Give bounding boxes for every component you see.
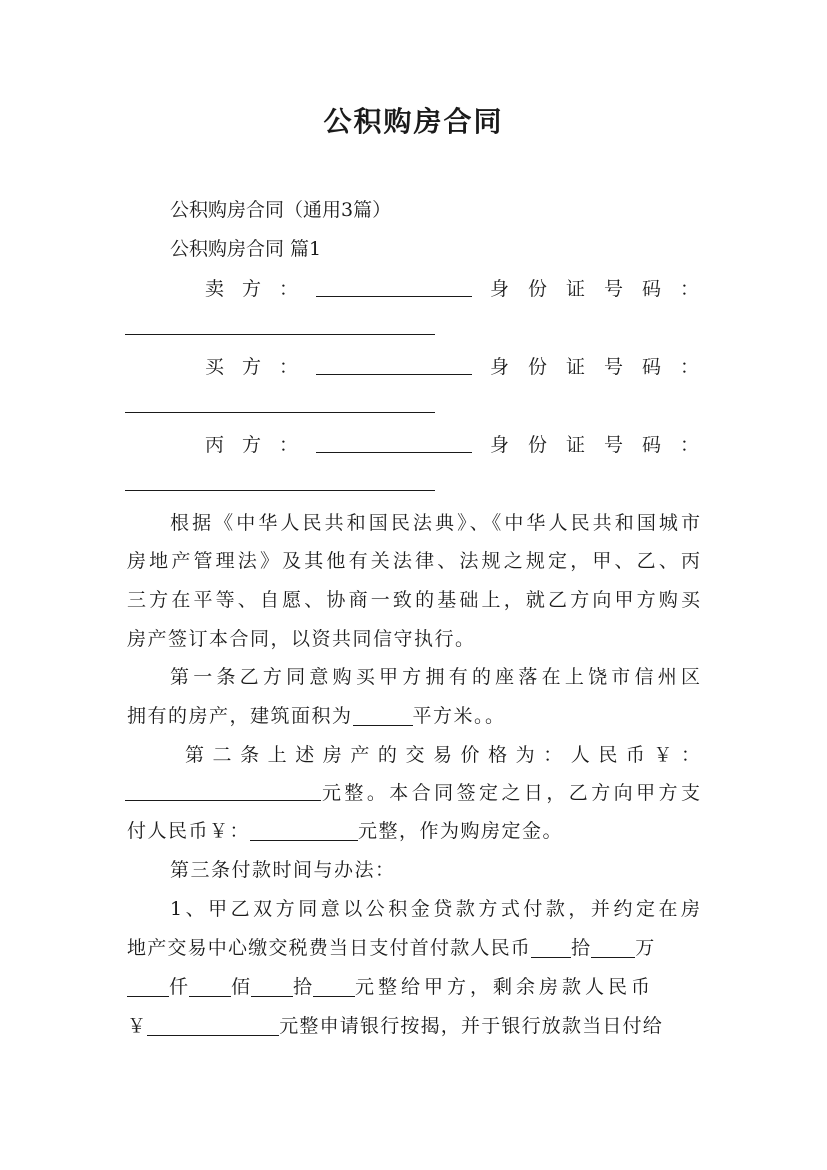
article1-area-suffix: 平方米。。 — [412, 705, 506, 727]
article2-line-1: 第二条上述房产的交易价格为：人民币￥： — [185, 744, 700, 766]
article3-blank-bai — [189, 976, 231, 997]
party-buyer-id-blank — [125, 412, 435, 413]
article2-deposit-prefix: 付人民币￥： — [127, 820, 251, 842]
party-seller-id-label: 身份证号码： — [490, 278, 719, 300]
document-title: 公积购房合同 — [323, 105, 504, 138]
article3-unit-wan: 万 — [635, 937, 656, 959]
article3-loan-text: 元整申请银行按揭，并于银行放款当日付给 — [279, 1015, 664, 1037]
party-buyer-blank — [316, 374, 472, 375]
article2-price-blank — [125, 800, 321, 801]
article3-blank-yuan — [313, 976, 355, 997]
article1-line-1: 第一条乙方同意购买甲方拥有的座落在上饶市信州区 — [170, 666, 700, 688]
document-subtitle: 公积购房合同（通用3篇） — [170, 199, 392, 221]
party-third-id-blank — [125, 490, 435, 491]
preamble-line-2: 房地产管理法》及其他有关法律、法规之规定，甲、乙、丙 — [127, 550, 700, 572]
article3-downpay-blank-1 — [531, 937, 571, 958]
article2-deposit-blank — [250, 820, 358, 841]
party-seller-blank — [316, 296, 472, 297]
party-third-blank — [316, 452, 472, 453]
party-buyer-label: 买方： — [205, 356, 317, 378]
article1-area-blank — [353, 705, 413, 726]
article1-area-prefix: 拥有的房产，建筑面积为 — [127, 705, 353, 727]
article3-yen-sign: ￥ — [127, 1015, 148, 1037]
article3-downpay-text: 地产交易中心缴交税费当日支付首付款人民币 — [127, 937, 532, 959]
article3-unit-bai: 佰 — [231, 976, 252, 998]
preamble-line-3: 三方在平等、自愿、协商一致的基础上，就乙方向甲方购买 — [127, 589, 700, 611]
article3-blank-qian — [127, 976, 169, 997]
party-third-id-label: 身份证号码： — [490, 434, 719, 456]
article2-deposit-suffix: 元整，作为购房定金。 — [358, 820, 564, 842]
article3-unit-shi: 拾 — [571, 937, 592, 959]
article3-line-1: 1、甲乙双方同意以公积金贷款方式付款，并约定在房 — [170, 898, 700, 920]
article2-line-3 — [127, 818, 563, 844]
party-buyer-id-label: 身份证号码： — [490, 356, 719, 378]
article3-unit-shi-2: 拾 — [293, 976, 314, 998]
article3-remainder-text: 元整给甲方，剩余房款人民币 — [355, 976, 655, 998]
article3-line-2 — [127, 935, 655, 961]
party-seller-label: 卖方： — [205, 278, 317, 300]
article3-blank-shi — [251, 976, 293, 997]
article3-unit-qian: 仟 — [169, 976, 190, 998]
article3-heading: 第三条付款时间与办法： — [170, 859, 396, 881]
preamble-line-1: 根据《中华人民共和国民法典》、《中华人民共和国城市 — [170, 512, 700, 534]
section-heading: 公积购房合同 篇1 — [170, 238, 322, 260]
article3-line-4 — [127, 1013, 663, 1039]
article3-line-3 — [127, 974, 654, 1000]
preamble-line-4: 房产签订本合同，以资共同信守执行。 — [127, 628, 476, 650]
party-third-label: 丙方： — [205, 434, 317, 456]
article3-downpay-blank-2 — [591, 937, 635, 958]
party-seller-id-blank — [125, 334, 435, 335]
article2-line-2: 元整。本合同签定之日，乙方向甲方支 — [322, 782, 700, 804]
article3-loan-blank — [147, 1015, 279, 1036]
article1-line-2 — [127, 703, 506, 729]
